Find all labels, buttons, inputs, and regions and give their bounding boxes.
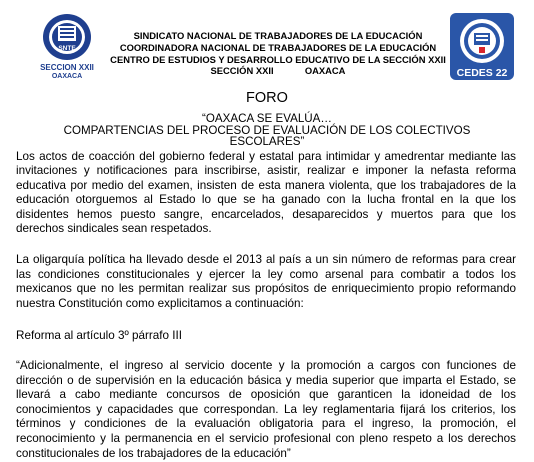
- forum-subtitle: [40, 113, 494, 148]
- letterhead-line-4: [110, 65, 446, 77]
- subtitle-line-1: “OAXACA SE EVALÚA…: [202, 112, 332, 125]
- letterhead-seccion: SECCIÓN XXII: [210, 65, 274, 77]
- letterhead-line-2: COORDINADORA NACIONAL DE TRABAJADORES DE LA EDUCACIÓN: [119, 41, 437, 53]
- cedes-caption: CEDES 22: [456, 67, 508, 79]
- page-title: FORO: [246, 90, 288, 106]
- cedes-22-logo-icon: [448, 11, 516, 82]
- reforma-label: Reforma al artículo 3º párrafo III: [16, 329, 183, 342]
- snte-seccion-xxii-logo-icon: [26, 12, 108, 82]
- paragraph-oligarquia: La oligarquía política ha llevado desde el 2013 al país a un sin número de reformas para crear las condiciones constitucionales y ejercer la ley como arsenal para combatir a todos los mexicanos que no les permitan realizar sus propósitos de enriquecimiento propio reformando nuestra Constitución como explicitamos a continuación:: [16, 253, 516, 310]
- cedes-logo: [448, 11, 516, 82]
- snte-caption-oaxaca: OAXACA: [51, 73, 83, 80]
- snte-acronym: SNTE: [58, 45, 76, 52]
- paragraph-articulo-3: “Adicionalmente, el ingreso al servicio docente y la promoción a cargos con funciones de dirección o de supervisión en la educación básica y media superior que imparta el Estado, se llevará a cabo mediante concursos de oposición que garanticen la idoneidad de los conocimientos y capacidades que correspondan. La ley reglamentaria fijará los criterios, los términos y condiciones de la evaluación obligatoria para el ingreso, la promoción, el reconocimiento y la permanencia en el servicio profesional con pleno respeto a los derechos constitucionales de los trabajadores de la educación”: [16, 359, 516, 460]
- letterhead-line-1: SINDICATO NACIONAL DE TRABAJADORES DE LA EDUCACIÓN: [133, 30, 423, 41]
- subtitle-line-2: COMPARTENCIAS DEL PROCESO DE EVALUACIÓN DE LOS COLECTIVOS: [63, 123, 471, 137]
- snte-logo: [26, 12, 108, 82]
- letterhead-line-3: CENTRO DE ESTUDIOS Y DESARROLLO EDUCATIVO DE LA SECCIÓN XXII: [110, 53, 446, 65]
- letterhead-estado: OAXACA: [304, 65, 346, 77]
- letterhead: [110, 30, 446, 77]
- paragraph-coaccion: Los actos de coacción del gobierno federal y estatal para intimidar y amedrentar mediante las invitaciones y notificaciones para inscribirse, asistir, realizar e imponer la nefasta reforma educativa por medio del examen, insisten de esta manera violenta, que los trabajadores de la educación otorguemos al Estado lo que se ha ganado con la lucha frontal en la que los disidentes hemos puesto sangre, encarcelados, desaparecidos y muertos para que los derechos sindicales sean respetados.: [16, 150, 516, 236]
- subtitle-line-3: ESCOLARES”: [229, 135, 305, 149]
- snte-caption-seccion: SECCION XXII: [40, 63, 94, 72]
